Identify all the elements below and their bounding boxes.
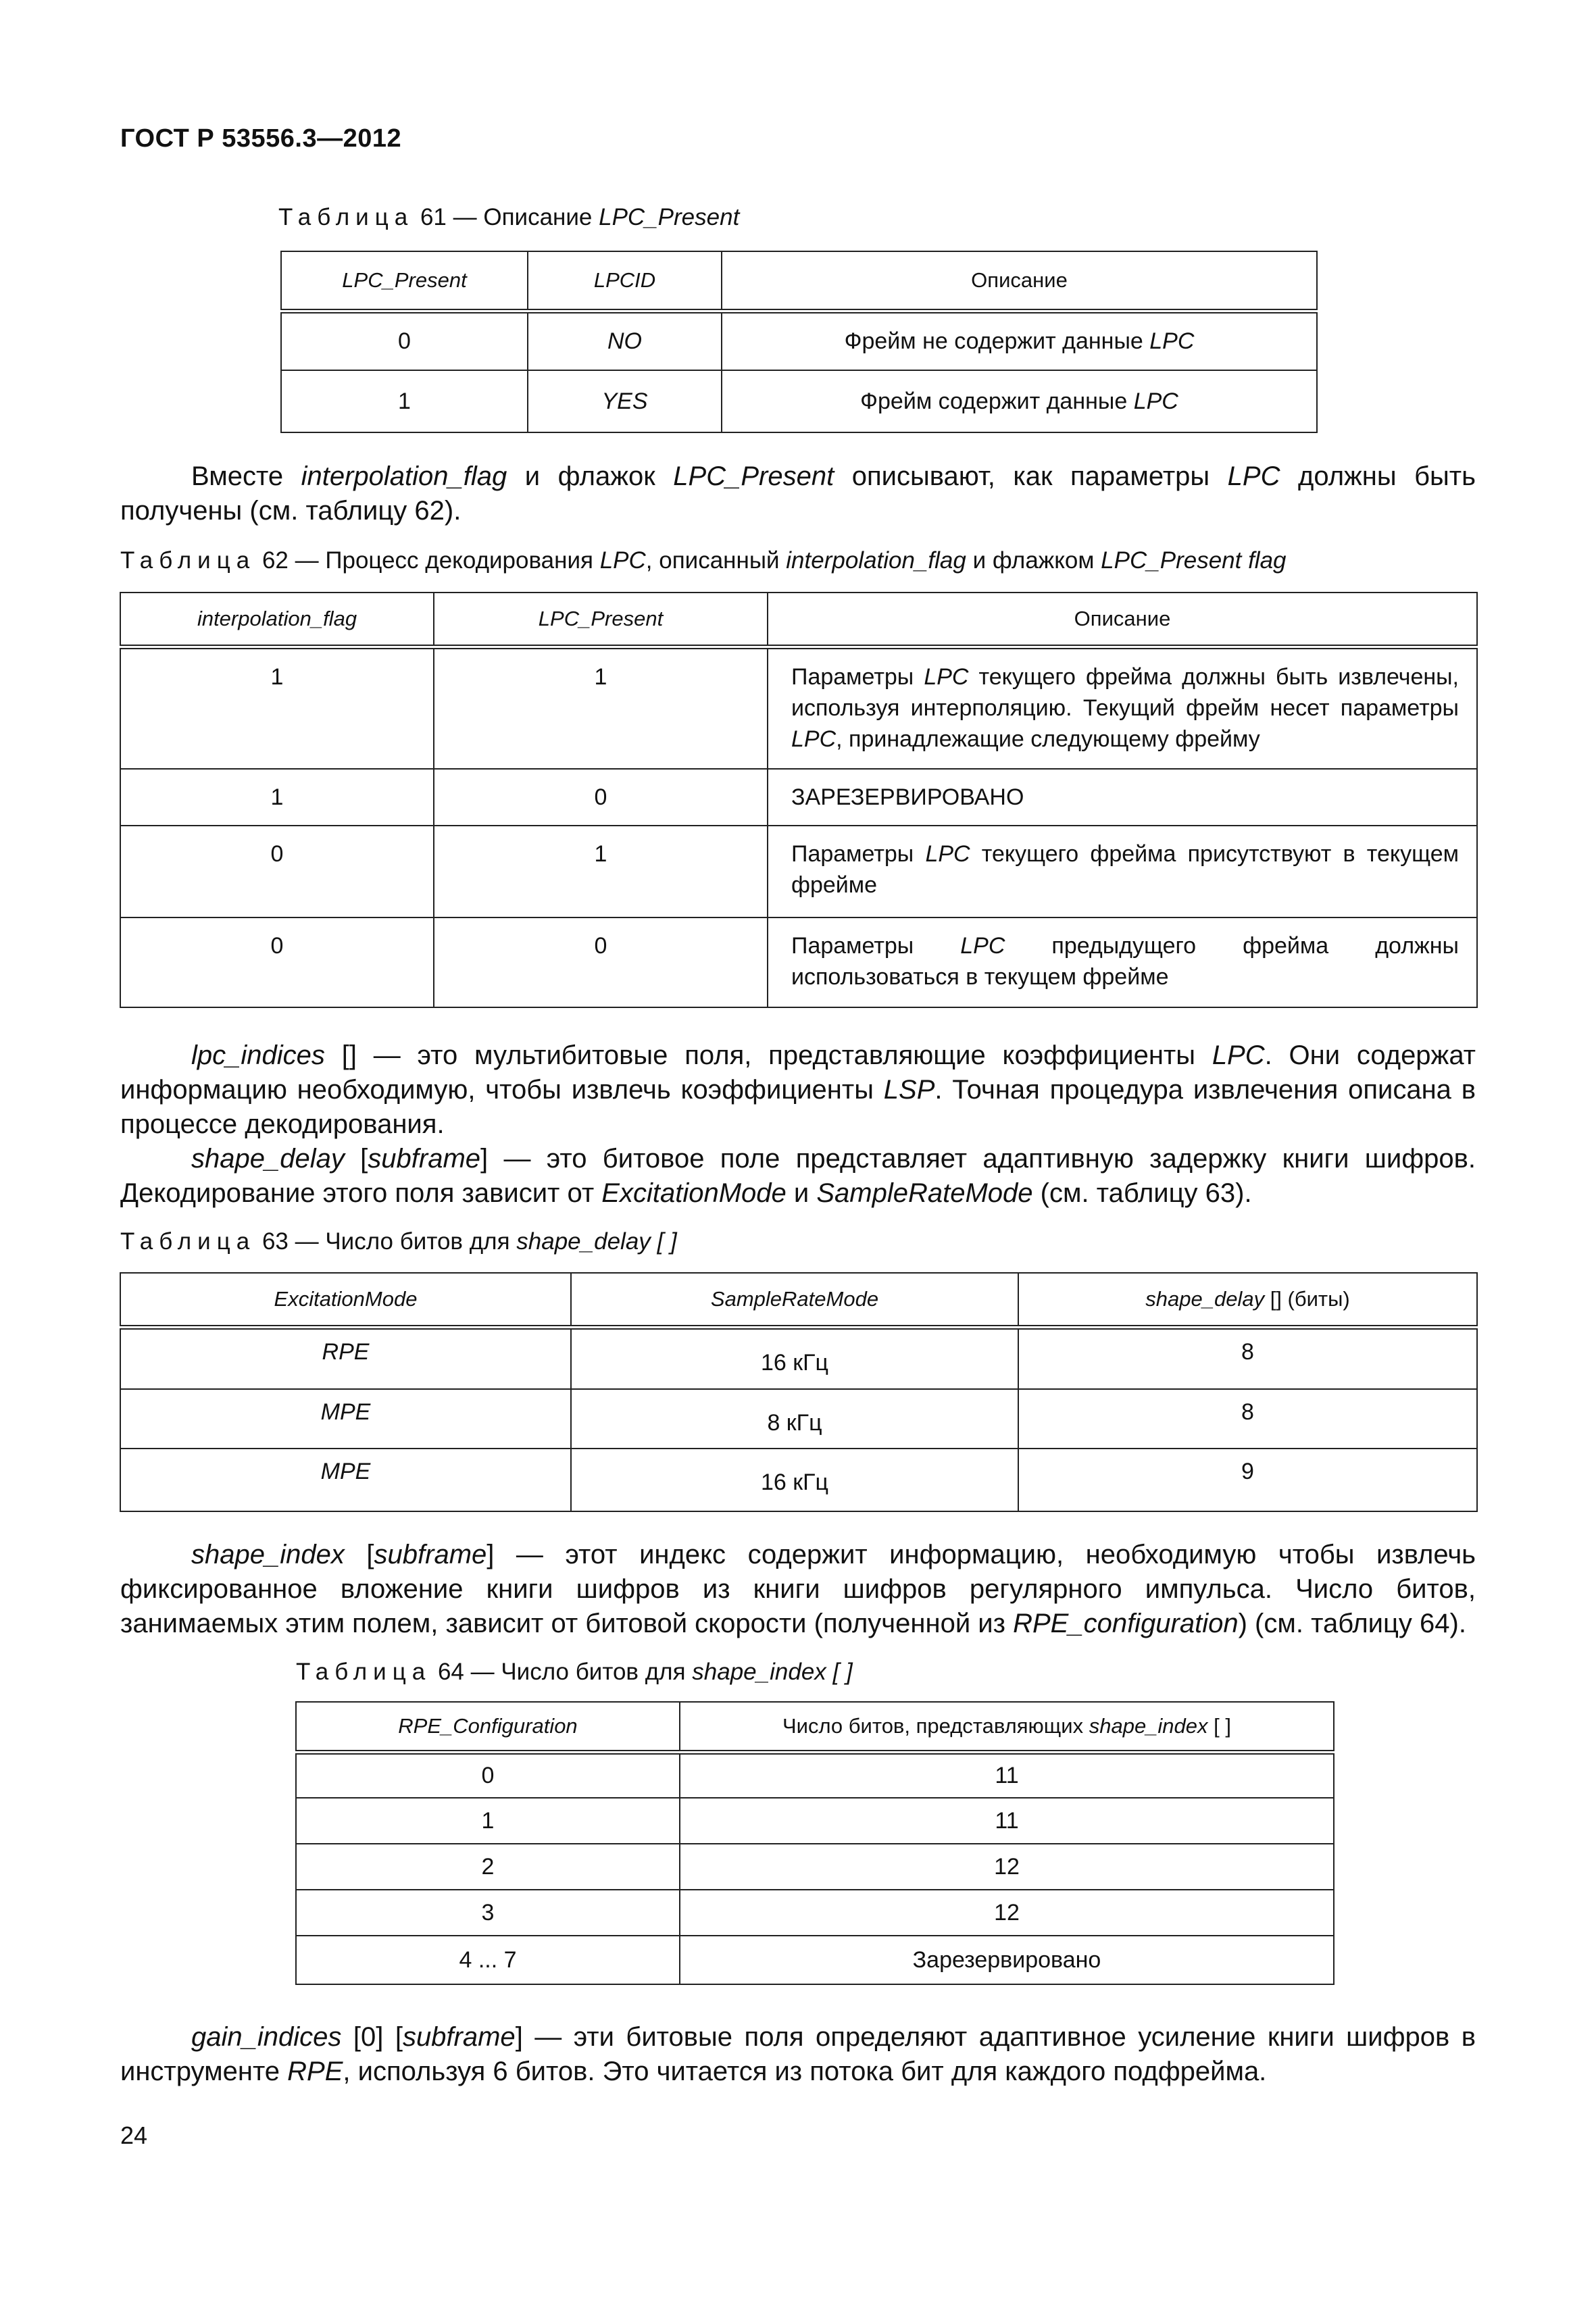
paragraph-5: gain_indices [0] [subframe] — эти битовые поля определяют адаптивное усиление книги шифров в инструменте RPE, используя 6 битов. Это читается из потока бит для каждого подфрейма. (120, 2022, 1476, 2086)
cell: 0 (434, 769, 768, 826)
cell: 3 (296, 1890, 680, 1936)
col-header: shape_delay [] (биты) (1018, 1273, 1477, 1327)
cell: MPE (120, 1449, 571, 1511)
table-row (296, 1798, 1334, 1844)
paragraph-2: lpc_indices [] — это мультибитовые поля, представляющие коэффициенты LPC. Они содержат информацию необходимую, чтобы извлечь коэффициенты LSP. Точная процедура извлечения описана в процессе декодирования. shape_delay [subframe] — это битовое поле представляет адаптивную задержку книги шифров. Декодирование этого поля зависит от ExcitationMode и SampleRateMode (см. таблицу 63). (120, 1040, 1476, 1208)
cell: 0 (281, 311, 528, 370)
table-61 (280, 251, 1318, 433)
col-header: SampleRateMode (571, 1273, 1018, 1327)
col-header: Описание (722, 251, 1317, 311)
table-62-caption: Таблица 62 — Процесс декодирования LPC, описанный interpolation_flag и флажком LPC_Present flag (120, 547, 1287, 574)
table-row (120, 1327, 1477, 1389)
table-row (296, 1936, 1334, 1984)
cell: 1 (120, 769, 434, 826)
table-61-caption (278, 204, 739, 231)
col-header: LPC_Present (281, 251, 528, 311)
cell: 4 ... 7 (296, 1936, 680, 1984)
table-header-row (120, 1273, 1477, 1327)
table-header-row (281, 251, 1317, 311)
cell: 0 (296, 1752, 680, 1798)
table-63 (120, 1272, 1478, 1512)
col-header: RPE_Configuration (296, 1702, 680, 1752)
cell: YES (528, 370, 722, 432)
table-header-row (296, 1702, 1334, 1752)
caption-text: 61 — Описание (420, 204, 593, 230)
col-header: ExcitationMode (120, 1273, 571, 1327)
table-row (296, 1844, 1334, 1890)
cell: 12 (680, 1890, 1334, 1936)
page-number: 24 (120, 2121, 148, 2149)
table-row (120, 1389, 1477, 1449)
cell: 1 (434, 826, 768, 917)
cell: NO (528, 311, 722, 370)
table-62 (120, 592, 1478, 1008)
cell: Фрейм содержит данные LPC (722, 370, 1317, 432)
cell: 1 (434, 647, 768, 769)
cell: ЗАРЕЗЕРВИРОВАНО (768, 769, 1477, 826)
table-row (281, 370, 1317, 432)
paragraph-1: Вместе interpolation_flag и флажок LPC_Present описывают, как параметры LPC должны быть получены (см. таблицу 62). (120, 461, 1476, 526)
table-row (120, 826, 1477, 917)
cell: RPE (120, 1327, 571, 1389)
cell: MPE (120, 1389, 571, 1449)
table-row (120, 1449, 1477, 1511)
cell: 0 (120, 826, 434, 917)
table-word: Таблица (120, 547, 256, 574)
cell: 9 (1018, 1449, 1477, 1511)
cell: 1 (281, 370, 528, 432)
table-row (296, 1752, 1334, 1798)
cell: 8 (1018, 1327, 1477, 1389)
caption-italic: LPC_Present (599, 204, 740, 230)
cell: 16 кГц (571, 1449, 1018, 1511)
cell: 0 (434, 917, 768, 1007)
table-63-caption: Таблица 63 — Число битов для shape_delay [ ] (120, 1228, 677, 1255)
document-header: ГОСТ Р 53556.3—2012 (120, 124, 402, 153)
cell: 8 (1018, 1389, 1477, 1449)
cell: 11 (680, 1752, 1334, 1798)
col-header: Описание (768, 593, 1477, 647)
table-word: Таблица (120, 1228, 256, 1255)
cell: 1 (296, 1798, 680, 1844)
table-row (120, 917, 1477, 1007)
col-header: interpolation_flag (120, 593, 434, 647)
cell: Параметры LPC текущего фрейма должны быть извлечены, используя интерполяцию. Текущий фрейм несет параметры LPC, принадлежащие следующему фрейму (768, 647, 1477, 769)
cell: 2 (296, 1844, 680, 1890)
col-header: LPC_Present (434, 593, 768, 647)
cell: 11 (680, 1798, 1334, 1844)
table-row (120, 647, 1477, 769)
cell: 16 кГц (571, 1327, 1018, 1389)
table-word: Таблица (296, 1659, 432, 1685)
cell: Параметры LPC текущего фрейма присутствуют в текущем фрейме (768, 826, 1477, 917)
cell: 1 (120, 647, 434, 769)
table-64-caption: Таблица 64 — Число битов для shape_index [ ] (296, 1659, 853, 1685)
cell: Зарезервировано (680, 1936, 1334, 1984)
table-header-row (120, 593, 1477, 647)
cell: Фрейм не содержит данные LPC (722, 311, 1317, 370)
cell: 12 (680, 1844, 1334, 1890)
table-row (296, 1890, 1334, 1936)
table-word: Таблица (278, 204, 414, 230)
paragraph-4: shape_index [subframe] — этот индекс содержит информацию, необходимую чтобы извлечь фиксированное вложение книги шифров из книги шифров регулярного импульса. Число битов, занимаемых этим полем, зависит от битовой скорости (полученной из RPE_configuration) (см. таблицу 64). (120, 1540, 1476, 1638)
cell: 0 (120, 917, 434, 1007)
table-row (120, 769, 1477, 826)
table-64 (295, 1701, 1335, 1985)
table-row (281, 311, 1317, 370)
cell: 8 кГц (571, 1389, 1018, 1449)
col-header: LPCID (528, 251, 722, 311)
cell: Параметры LPC предыдущего фрейма должны использоваться в текущем фрейме (768, 917, 1477, 1007)
col-header: Число битов, представляющих shape_index [ ] (680, 1702, 1334, 1752)
